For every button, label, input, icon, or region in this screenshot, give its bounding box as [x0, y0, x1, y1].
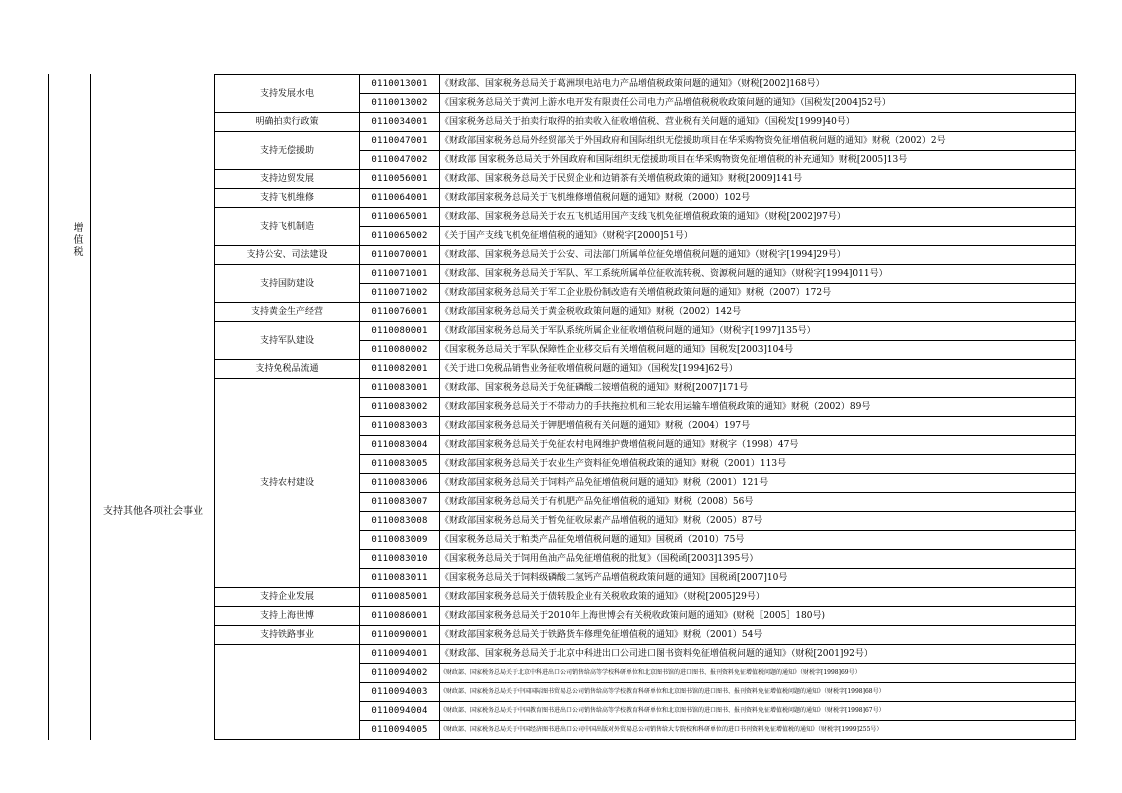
table-row: [215, 75, 1076, 94]
document-cell: 《关于进口免税品销售业务征收增值税问题的通知》（国税发[1994]62号）: [440, 360, 1076, 379]
code-cell: 0110083008: [360, 512, 440, 531]
code-cell: 0110094003: [360, 683, 440, 702]
code-cell: 0110034001: [360, 113, 440, 132]
policy-table: [214, 74, 1076, 740]
document-cell: 《财政部、国家税务总局关于公安、司法部门所属单位征免增值税问题的通知》（财税字[1994]29号）: [440, 246, 1076, 265]
code-cell: 0110094005: [360, 721, 440, 740]
policy-cell: 支持黄金生产经营: [215, 303, 360, 322]
code-cell: 0110083011: [360, 569, 440, 588]
document-cell: 《财政部、国家税务总局关于军队、军工系统所属单位征收流转税、资源税问题的通知》（财税字[1994]011号）: [440, 265, 1076, 284]
table-row: [215, 170, 1076, 189]
table-row: [215, 189, 1076, 208]
code-cell: 0110083002: [360, 398, 440, 417]
document-cell: 《财政部国家税务总局关于不带动力的手扶拖拉机和三轮农用运输车增值税政策的通知》财税（2002）89号: [440, 398, 1076, 417]
policy-cell: 支持发展水电: [215, 75, 360, 113]
document-cell: 《财政部国家税务总局关于钾肥增值税有关问题的通知》财税（2004）197号: [440, 417, 1076, 436]
document-cell: 《国家税务总局关于军队保障性企业移交后有关增值税问题的通知》国税发[2003]104号: [440, 341, 1076, 360]
code-cell: 0110071002: [360, 284, 440, 303]
code-cell: 0110083001: [360, 379, 440, 398]
document-cell: 《财政部、国家税务总局关于北京中科进出口公司销售给高等学校科研单位和北京图书馆的进口图书、报刊资料免征增值税问题的通知》（财税字[1998]69号）: [440, 664, 1076, 683]
table-row: [215, 322, 1076, 341]
document-cell: 《国家税务总局关于饲料级磷酸二氢钙产品增值税政策问题的通知》国税函[2007]10号: [440, 569, 1076, 588]
policy-cell: 支持免税品流通: [215, 360, 360, 379]
document-cell: 《财政部国家税务总局关于债转股企业有关税收政策的通知》（财税[2005]29号）: [440, 588, 1076, 607]
document-cell: 《财政部国家税务总局关于免征农村电网维护费增值税问题的通知》财税字（1998）47号: [440, 436, 1076, 455]
policy-cell: 支持飞机制造: [215, 208, 360, 246]
policy-cell: 支持国防建设: [215, 265, 360, 303]
policy-cell: 支持铁路事业: [215, 626, 360, 645]
category-label: 支持其他各项社会事业: [103, 506, 203, 517]
table-row: [215, 379, 1076, 398]
left-border-line: [48, 74, 49, 740]
document-cell: 《财政部国家税务总局关于有机肥产品免征增值税的通知》财税（2008）56号: [440, 493, 1076, 512]
code-cell: 0110065002: [360, 227, 440, 246]
table-row: [215, 132, 1076, 151]
code-cell: 0110013001: [360, 75, 440, 94]
document-cell: 《财政部、国家税务总局关于民贸企业和边销茶有关增值税政策的通知》财税[2009]141号: [440, 170, 1076, 189]
code-cell: 0110090001: [360, 626, 440, 645]
code-cell: 0110082001: [360, 360, 440, 379]
document-cell: 《关于国产支线飞机免征增值税的通知》（财税字[2000]51号）: [440, 227, 1076, 246]
tax-column-divider: [90, 74, 91, 740]
document-cell: 《财政部国家税务总局关于农业生产资料征免增值税政策的通知》财税（2001）113号: [440, 455, 1076, 474]
code-cell: 0110076001: [360, 303, 440, 322]
policy-table-body: [215, 75, 1076, 740]
document-cell: 《财政部国家税务总局关于暂免征收尿素产品增值税的通知》财税（2005）87号: [440, 512, 1076, 531]
code-cell: 0110083006: [360, 474, 440, 493]
table-row: [215, 607, 1076, 626]
table-row: [215, 645, 1076, 664]
code-cell: 0110064001: [360, 189, 440, 208]
policy-cell: 支持农村建设: [215, 379, 360, 588]
policy-cell: 支持军队建设: [215, 322, 360, 360]
code-cell: 0110085001: [360, 588, 440, 607]
code-cell: 0110083007: [360, 493, 440, 512]
table-row: [215, 265, 1076, 284]
table-row: [215, 588, 1076, 607]
code-cell: 0110083003: [360, 417, 440, 436]
code-cell: 0110094001: [360, 645, 440, 664]
document-cell: 《财政部、国家税务总局关于北京中科进出口公司进口图书资料免征增值税问题的通知》（财税[2001]92号）: [440, 645, 1076, 664]
policy-cell: [215, 645, 360, 740]
code-cell: 0110094004: [360, 702, 440, 721]
code-cell: 0110083010: [360, 550, 440, 569]
table-row: [215, 303, 1076, 322]
code-cell: 0110056001: [360, 170, 440, 189]
document-cell: 《财政部国家税务总局关于铁路货车修理免征增值税的通知》财税（2001）54号: [440, 626, 1076, 645]
document-cell: 《财政部、国家税务总局关于中国经济图书进出口公司中国出版对外贸易总公司销售给大专院校和科研单位的进口书刊资料免征增值税的通知》（财税字[1999]255号）: [440, 721, 1076, 740]
document-cell: 《财政部国家税务总局关于饲料产品免征增值税问题的通知》财税（2001）121号: [440, 474, 1076, 493]
code-cell: 0110047001: [360, 132, 440, 151]
document-cell: 《财政部国家税务总局关于2010年上海世博会有关税收政策问题的通知》(财税［2005］180号): [440, 607, 1076, 626]
code-cell: 0110070001: [360, 246, 440, 265]
policy-cell: 支持边贸发展: [215, 170, 360, 189]
document-cell: 《财政部、国家税务总局关于农五飞机适用国产支线飞机免征增值税政策的通知》（财税[2002]97号）: [440, 208, 1076, 227]
document-cell: 《财政部国家税务总局关于军队系统所属企业征收增值税问题的通知》（财税字[1997]135号）: [440, 322, 1076, 341]
table-row: [215, 626, 1076, 645]
code-cell: 0110047002: [360, 151, 440, 170]
document-cell: 《财政部国家税务总局关于军工企业股份制改造有关增值税政策问题的通知》财税（2007）172号: [440, 284, 1076, 303]
code-cell: 0110086001: [360, 607, 440, 626]
table-row: [215, 360, 1076, 379]
table-row: [215, 246, 1076, 265]
code-cell: 0110083005: [360, 455, 440, 474]
code-cell: 0110065001: [360, 208, 440, 227]
document-cell: 《国家税务总局关于拍卖行取得的拍卖收入征收增值税、营业税有关问题的通知》（国税发[1999]40号）: [440, 113, 1076, 132]
code-cell: 0110080002: [360, 341, 440, 360]
code-cell: 0110071001: [360, 265, 440, 284]
document-cell: 《国家税务总局关于粕类产品征免增值税问题的通知》国税函（2010）75号: [440, 531, 1076, 550]
document-cell: 《财政部国家税务总局关于黄金税收政策问题的通知》财税（2002）142号: [440, 303, 1076, 322]
code-cell: 0110094002: [360, 664, 440, 683]
tax-type-label: 增值税: [71, 222, 82, 258]
document-cell: 《财政部国家税务总局外经贸部关于外国政府和国际组织无偿援助项目在华采购物资免征增值税问题的通知》财税（2002）2号: [440, 132, 1076, 151]
policy-cell: 支持企业发展: [215, 588, 360, 607]
document-cell: 《国家税务总局关于黄河上游水电开发有限责任公司电力产品增值税税收政策问题的通知》（国税发[2004]52号）: [440, 94, 1076, 113]
code-cell: 0110080001: [360, 322, 440, 341]
document-cell: 《国家税务总局关于饲用鱼油产品免征增值税的批复》（国税函[2003]1395号）: [440, 550, 1076, 569]
code-cell: 0110083004: [360, 436, 440, 455]
document-cell: 《财政部、国家税务总局关于中国教育图书进出口公司销售给高等学校教育科研单位和北京图书馆的进口图书、报刊资料免征增值税问题的通知》（财税字[1998]67号）: [440, 702, 1076, 721]
document-cell: 《财政部、国家税务总局关于免征磷酸二铵增值税的通知》财税[2007]171号: [440, 379, 1076, 398]
code-cell: 0110083009: [360, 531, 440, 550]
code-cell: 0110013002: [360, 94, 440, 113]
policy-cell: 明确拍卖行政策: [215, 113, 360, 132]
table-row: [215, 208, 1076, 227]
document-cell: 《财政部国家税务总局关于飞机维修增值税问题的通知》财税（2000）102号: [440, 189, 1076, 208]
policy-cell: 支持上海世博: [215, 607, 360, 626]
document-cell: 《财政部、国家税务总局关于葛洲坝电站电力产品增值税政策问题的通知》（财税[2002]168号）: [440, 75, 1076, 94]
table-row: [215, 113, 1076, 132]
document-cell: 《财政部、国家税务总局关于中国国际图书贸易总公司销售给高等学校教育科研单位和北京图书馆的进口图书、报刊资料免征增值税问题的通知》（财税字[1998]68号）: [440, 683, 1076, 702]
policy-cell: 支持公安、司法建设: [215, 246, 360, 265]
policy-cell: 支持无偿援助: [215, 132, 360, 170]
document-cell: 《财政部 国家税务总局关于外国政府和国际组织无偿援助项目在华采购物资免征增值税的补充通知》财税[2005]13号: [440, 151, 1076, 170]
policy-cell: 支持飞机维修: [215, 189, 360, 208]
